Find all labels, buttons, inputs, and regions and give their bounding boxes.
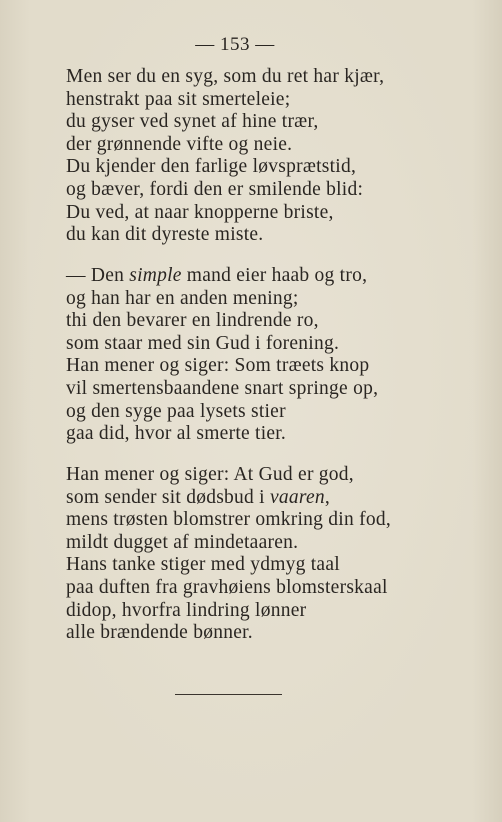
section-divider bbox=[175, 694, 282, 695]
poem-line bbox=[66, 265, 378, 288]
poem-line: og han har en anden mening; bbox=[66, 287, 299, 309]
line-prefix: som sender sit dødsbud i bbox=[66, 486, 270, 508]
emphasized-word: simple bbox=[129, 265, 182, 286]
poem-line: Du kjender den farlige løvsprætstid, bbox=[66, 156, 357, 178]
poem-line: mens trøsten blomstrer omkring din fod, bbox=[66, 509, 391, 531]
poem-line: henstrakt paa sit smerteleie; bbox=[66, 88, 291, 110]
poem-line: du gyser ved synet af hine trær, bbox=[66, 111, 319, 133]
poem-line: didop, hvorfra lindring lønner bbox=[66, 599, 307, 621]
poem-line: Han mener og siger: Som træets knop bbox=[66, 355, 370, 377]
poem-line: alle brændende bønner. bbox=[66, 622, 253, 644]
line-suffix: , bbox=[324, 486, 331, 508]
poem-line: og den syge paa lysets stier bbox=[66, 400, 286, 422]
poem-line: paa duften fra gravhøiens blomsterskaal bbox=[66, 576, 388, 598]
poem-line: gaa did, hvor al smerte tier. bbox=[66, 423, 287, 445]
poem-stanza-2 bbox=[66, 265, 378, 446]
poem-line: thi den bevarer en lindrende ro, bbox=[66, 310, 319, 332]
poem-line: vil smertensbaandene snart springe op, bbox=[66, 377, 379, 399]
poem-line: der grønnende vifte og neie. bbox=[66, 133, 293, 155]
poem-stanza-3 bbox=[66, 464, 391, 645]
poem-stanza-1 bbox=[66, 66, 384, 247]
poem-line: Hans tanke stiger med ydmyg taal bbox=[66, 554, 340, 576]
line-suffix: mand eier haab og tro, bbox=[181, 265, 368, 286]
poem-line: og bæver, fordi den er smilende blid: bbox=[66, 178, 364, 200]
poem-line: du kan dit dyreste miste. bbox=[66, 224, 264, 246]
poem-line: som staar med sin Gud i forening. bbox=[66, 332, 340, 354]
poem-line: mildt dugget af mindetaaren. bbox=[66, 531, 299, 553]
poem-line: Men ser du en syg, som du ret har kjær, bbox=[66, 66, 385, 87]
line-prefix: — Den bbox=[66, 265, 130, 286]
poem-line: Han mener og siger: At Gud er god, bbox=[66, 464, 354, 485]
page-number: — 153 — bbox=[195, 34, 275, 55]
emphasized-word: vaaren bbox=[269, 486, 325, 508]
poem-line bbox=[66, 487, 391, 510]
poem-line: Du ved, at naar knopperne briste, bbox=[66, 201, 334, 223]
